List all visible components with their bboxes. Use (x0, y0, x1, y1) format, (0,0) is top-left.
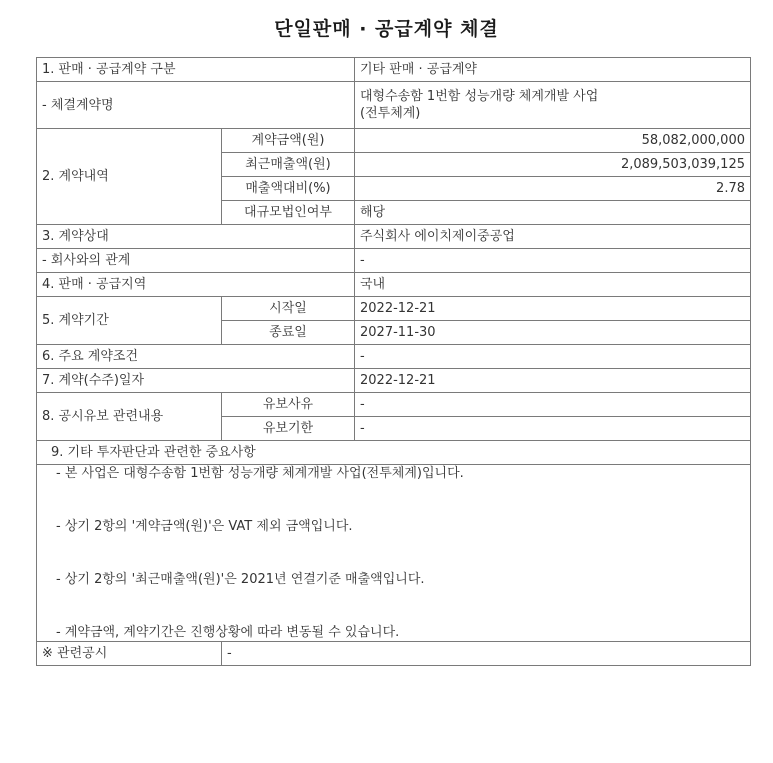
table-row-amount (37, 129, 751, 153)
contract-type-label: 1. 판매 · 공급계약 구분 (37, 58, 355, 82)
contract-date-label: 7. 계약(수주)일자 (37, 369, 355, 393)
contract-name-line1: 대형수송함 1번함 성능개량 체계개발 사업 (360, 89, 599, 104)
table-row-deferral-reason (37, 393, 751, 417)
contract-date-value: 2022-12-21 (355, 369, 751, 393)
amount-label: 계약금액(원) (222, 129, 355, 153)
conditions-label: 6. 주요 계약조건 (37, 345, 355, 369)
deferral-deadline-label: 유보기한 (222, 417, 355, 441)
contract-type-value: 기타 판매 · 공급계약 (355, 58, 751, 82)
note-line: - 상기 2항의 '최근매출액(원)'은 2021년 연결기준 매출액입니다. (56, 572, 425, 587)
table-row-period-start (37, 297, 751, 321)
related-label: ※ 관련공시 (37, 642, 222, 666)
deferral-reason-value: - (355, 393, 751, 417)
details-label: 2. 계약내역 (37, 129, 222, 225)
period-start-label: 시작일 (222, 297, 355, 321)
sales-ratio-label: 매출액대비(%) (222, 177, 355, 201)
related-value: - (222, 642, 751, 666)
recent-sales-value: 2,089,503,039,125 (355, 153, 751, 177)
sales-ratio-value: 2.78 (355, 177, 751, 201)
counterparty-label: 3. 계약상대 (37, 225, 355, 249)
table-row-region (37, 273, 751, 297)
deferral-reason-label: 유보사유 (222, 393, 355, 417)
period-start-value: 2022-12-21 (355, 297, 751, 321)
large-corp-value: 해당 (355, 201, 751, 225)
conditions-value: - (355, 345, 751, 369)
table-row-conditions (37, 345, 751, 369)
note-line: - 상기 2항의 '계약금액(원)'은 VAT 제외 금액입니다. (56, 519, 353, 534)
other-notes (37, 465, 751, 642)
recent-sales-label: 최근매출액(원) (222, 153, 355, 177)
counterparty-value: 주식회사 에이치제이중공업 (355, 225, 751, 249)
contract-name-line2: (전투체계) (360, 106, 421, 121)
table-row-contract-date (37, 369, 751, 393)
period-end-label: 종료일 (222, 321, 355, 345)
table-row-related (37, 642, 751, 666)
table-row-other-header (37, 441, 751, 465)
amount-value: 58,082,000,000 (355, 129, 751, 153)
deferral-deadline-value: - (355, 417, 751, 441)
region-label: 4. 판매 · 공급지역 (37, 273, 355, 297)
disclosure-table (36, 57, 751, 666)
table-row-relation (37, 249, 751, 273)
note-line: - 본 사업은 대형수송함 1번함 성능개량 체계개발 사업(전투체계)입니다. (56, 466, 464, 481)
table-row-contract-type (37, 58, 751, 82)
period-label: 5. 계약기간 (37, 297, 222, 345)
note-line: - 계약금액, 계약기간은 진행상황에 따라 변동될 수 있습니다. (56, 625, 400, 640)
table-row-other-notes (37, 465, 751, 642)
other-label: 9. 기타 투자판단과 관련한 중요사항 (37, 441, 751, 465)
contract-name-label: - 체결계약명 (37, 82, 355, 129)
relation-label: - 회사와의 관계 (37, 249, 355, 273)
region-value: 국내 (355, 273, 751, 297)
table-row-counterparty (37, 225, 751, 249)
relation-value: - (355, 249, 751, 273)
table-row-contract-name (37, 82, 751, 129)
deferral-label: 8. 공시유보 관련내용 (37, 393, 222, 441)
contract-name-value (355, 82, 751, 129)
large-corp-label: 대규모법인여부 (222, 201, 355, 225)
period-end-value: 2027-11-30 (355, 321, 751, 345)
page-title: 단일판매 · 공급계약 체결 (274, 18, 499, 40)
